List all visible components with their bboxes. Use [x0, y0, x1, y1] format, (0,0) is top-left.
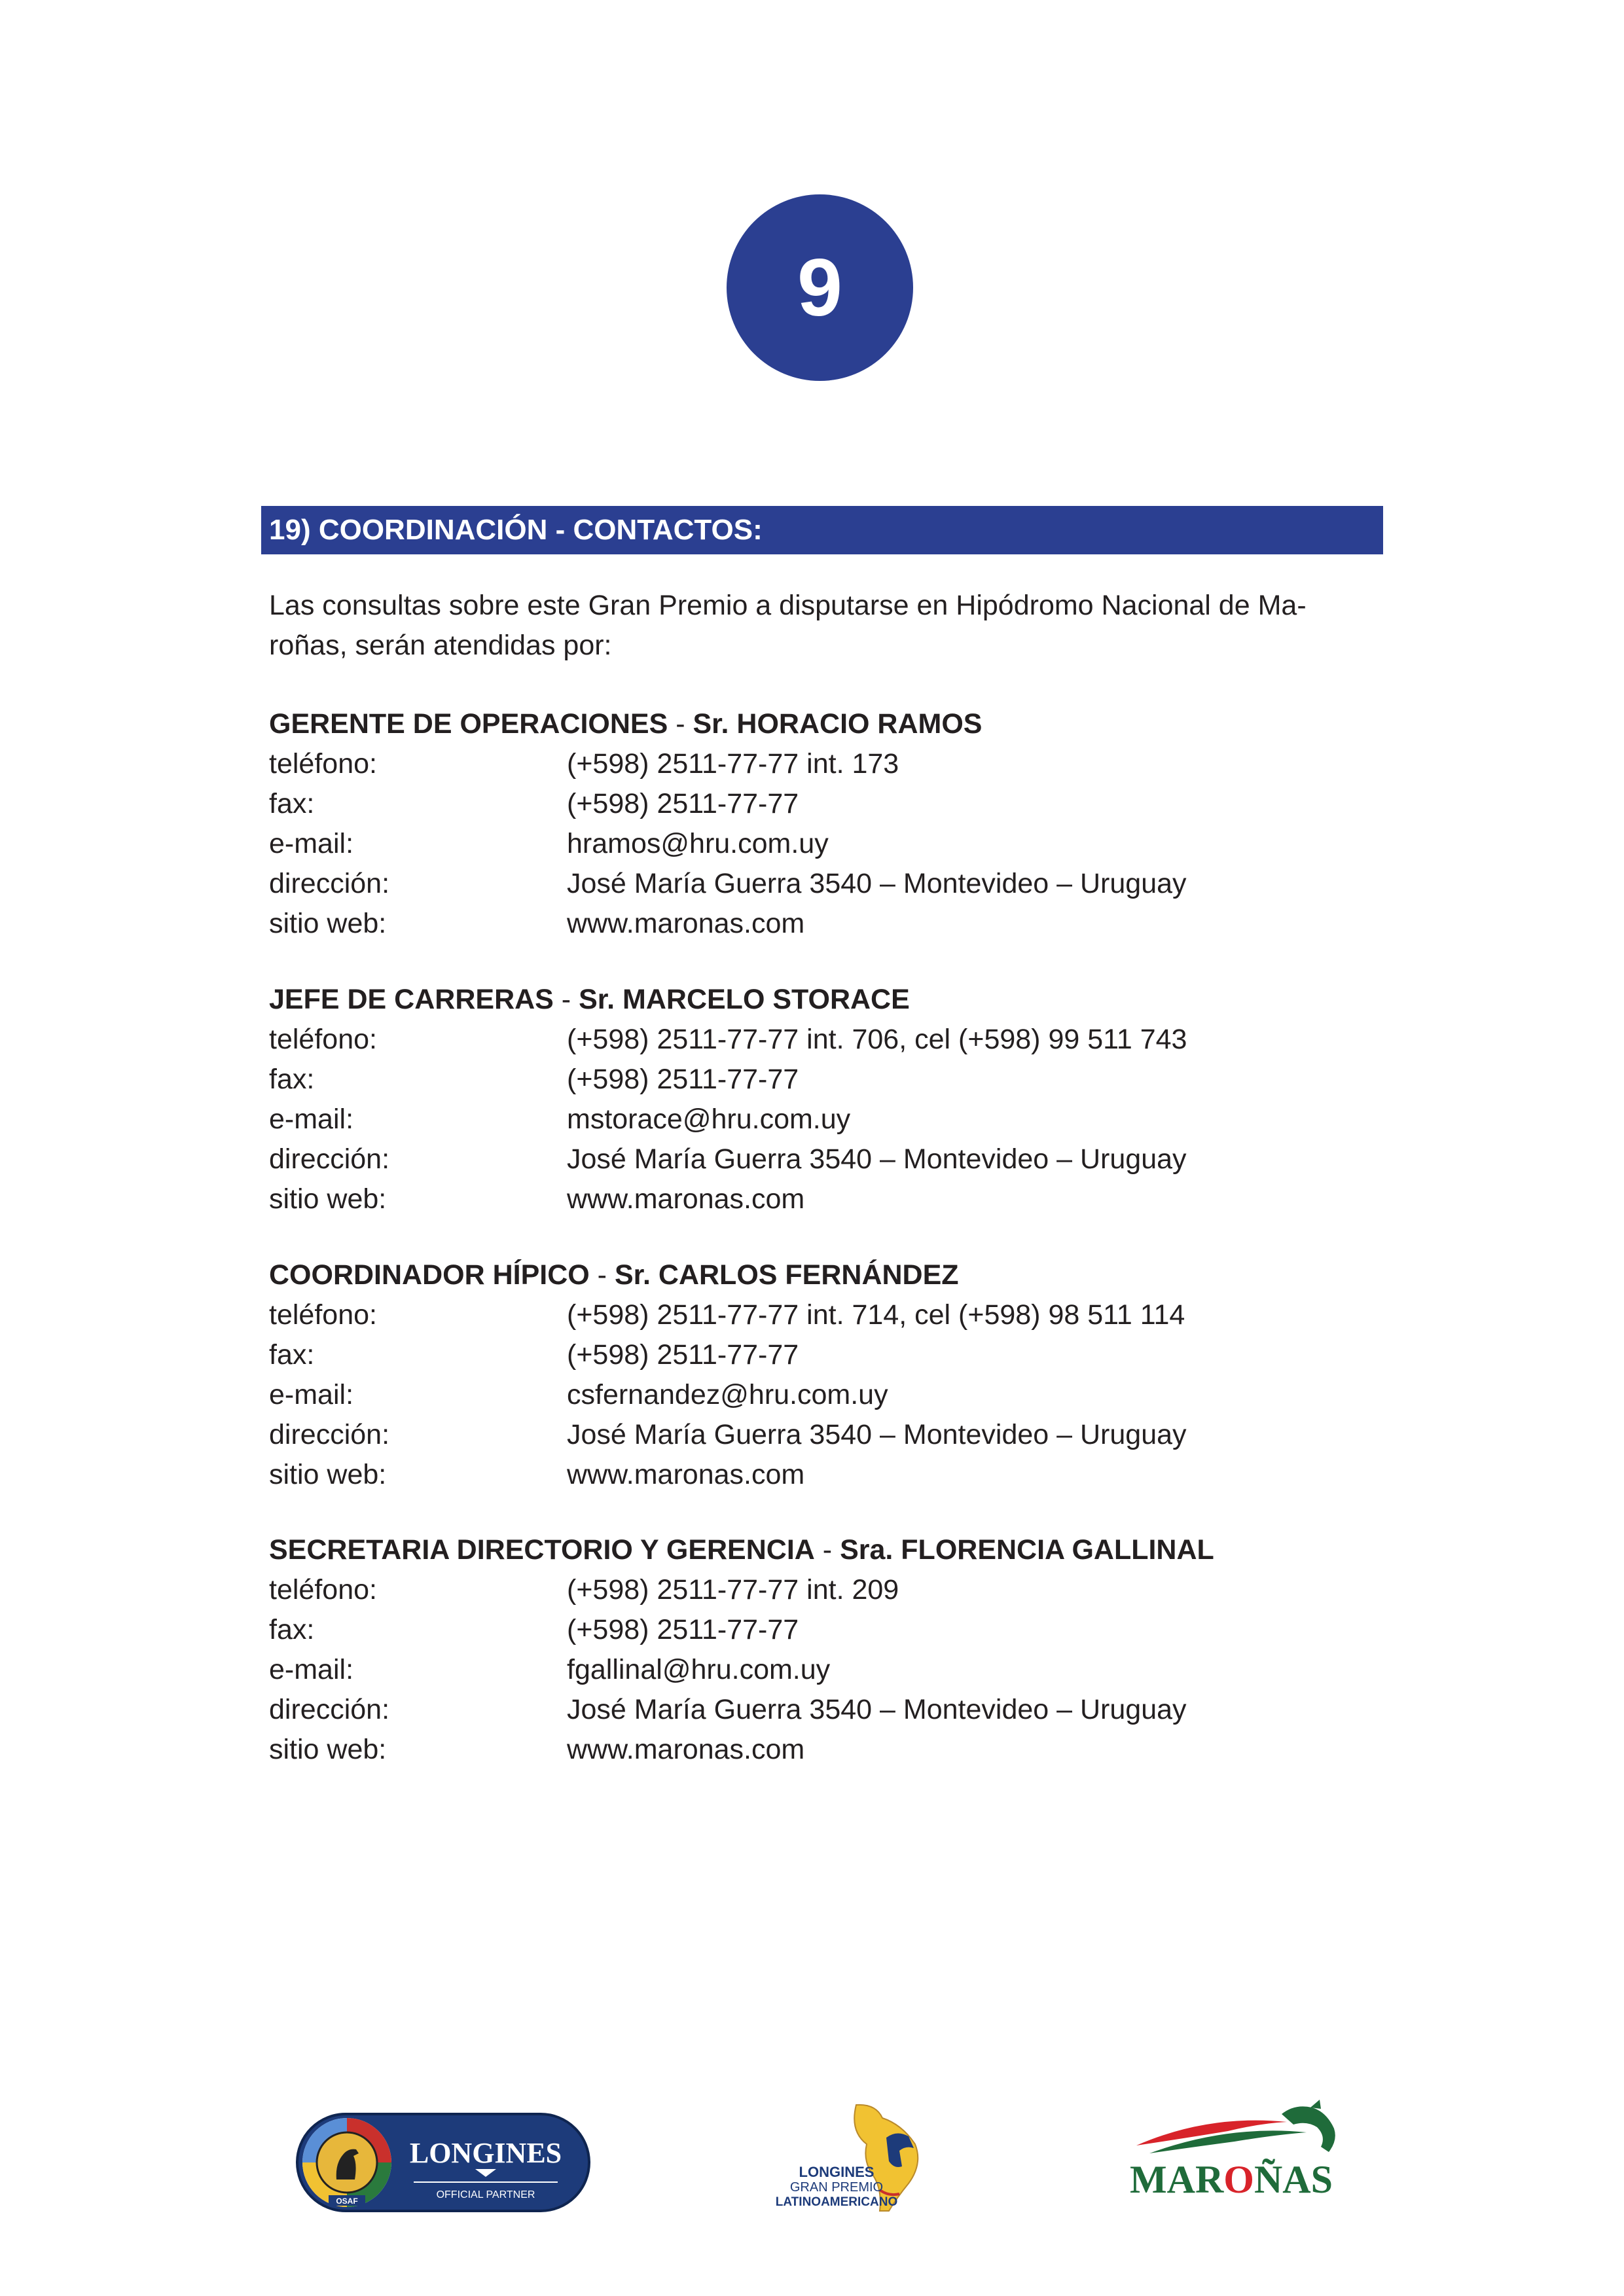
web-link[interactable]: www.maronas.com — [567, 1183, 805, 1215]
web-row — [269, 1179, 1382, 1219]
maronas-name-left: MAR — [1130, 2158, 1224, 2199]
email-row — [269, 824, 1382, 864]
racing-horse-swoosh-icon — [1136, 2100, 1335, 2153]
phone-label: teléfono: — [269, 1574, 377, 1605]
phone-value: (+598) 2511-77-77 int. 706, cel (+598) 99 511 743 — [567, 1024, 1187, 1055]
phone-value: (+598) 2511-77-77 int. 173 — [567, 748, 899, 780]
phone-row — [269, 1295, 1382, 1335]
svg-text:MAROÑAS — [1130, 2158, 1333, 2199]
contact-heading — [269, 704, 1382, 744]
contact-separator: - — [589, 1259, 615, 1291]
maronas-name-mid: O — [1223, 2158, 1254, 2199]
osaf-badge-text: OSAF — [336, 2197, 358, 2206]
email-row — [269, 1100, 1382, 1139]
maronas-logo — [1130, 2094, 1352, 2199]
contact-heading — [269, 980, 1382, 1020]
phone-row — [269, 1570, 1382, 1610]
web-link[interactable]: www.maronas.com — [567, 1459, 805, 1490]
email-label: e-mail: — [269, 828, 354, 859]
contact-person: Sra. FLORENCIA GALLINAL — [840, 1534, 1214, 1566]
address-row — [269, 1690, 1382, 1730]
email-link[interactable]: csfernandez@hru.com.uy — [567, 1379, 888, 1410]
address-label: dirección: — [269, 1419, 390, 1450]
web-label: sitio web: — [269, 908, 387, 939]
address-row — [269, 1139, 1382, 1179]
phone-label: teléfono: — [269, 748, 377, 780]
fax-label: fax: — [269, 1614, 315, 1645]
contact-role: JEFE DE CARRERAS — [269, 984, 554, 1015]
section-header — [261, 506, 1383, 554]
intro-line-1: Las consultas sobre este Gran Premio a disputarse en Hipódromo Nacional de Ma- — [269, 590, 1307, 621]
contact-person: Sr. HORACIO RAMOS — [693, 708, 983, 740]
phone-row — [269, 1020, 1382, 1060]
address-row — [269, 864, 1382, 904]
email-label: e-mail: — [269, 1654, 354, 1685]
web-row — [269, 1455, 1382, 1495]
contact-separator: - — [814, 1534, 840, 1566]
email-row — [269, 1650, 1382, 1690]
fax-row — [269, 1335, 1382, 1375]
horse-head-seal-icon — [302, 2118, 391, 2207]
contact-separator: - — [668, 708, 693, 740]
section-title: 19) COORDINACIÓN - CONTACTOS: — [269, 514, 763, 546]
gran-premio-latinoamericano-logo — [751, 2098, 974, 2216]
contact-role: COORDINADOR HÍPICO — [269, 1259, 590, 1291]
contact-block — [269, 1530, 1382, 1770]
contact-role: SECRETARIA DIRECTORIO Y GERENCIA — [269, 1534, 815, 1566]
fax-label: fax: — [269, 788, 315, 819]
email-row — [269, 1375, 1382, 1415]
contact-block — [269, 980, 1382, 1219]
page-number: 9 — [797, 242, 842, 333]
web-link[interactable]: www.maronas.com — [567, 908, 805, 939]
fax-value: (+598) 2511-77-77 — [567, 788, 799, 819]
contact-heading — [269, 1530, 1382, 1570]
contact-role: GERENTE DE OPERACIONES — [269, 708, 668, 740]
fax-row — [269, 1610, 1382, 1650]
address-label: dirección: — [269, 1694, 390, 1725]
address-value: José María Guerra 3540 – Montevideo – Uruguay — [567, 868, 1187, 899]
longines-wordmark: LONGINES — [409, 2137, 562, 2169]
web-row — [269, 904, 1382, 944]
address-label: dirección: — [269, 868, 390, 899]
contact-block — [269, 704, 1382, 944]
address-label: dirección: — [269, 1143, 390, 1175]
intro-line-2: roñas, serán atendidas por: — [269, 630, 612, 661]
address-row — [269, 1415, 1382, 1455]
official-partner-text: OFFICIAL PARTNER — [436, 2189, 535, 2200]
fax-row — [269, 1060, 1382, 1100]
address-value: José María Guerra 3540 – Montevideo – Uruguay — [567, 1694, 1187, 1725]
address-value: José María Guerra 3540 – Montevideo – Uruguay — [567, 1143, 1187, 1175]
fax-label: fax: — [269, 1339, 315, 1371]
contact-person: Sr. CARLOS FERNÁNDEZ — [614, 1259, 959, 1291]
phone-label: teléfono: — [269, 1299, 377, 1331]
phone-row — [269, 744, 1382, 784]
fax-row — [269, 784, 1382, 824]
fax-label: fax: — [269, 1064, 315, 1095]
contact-heading — [269, 1255, 1382, 1295]
web-label: sitio web: — [269, 1183, 387, 1215]
fax-value: (+598) 2511-77-77 — [567, 1614, 799, 1645]
address-value: José María Guerra 3540 – Montevideo – Uruguay — [567, 1419, 1187, 1450]
web-label: sitio web: — [269, 1734, 387, 1765]
web-link[interactable]: www.maronas.com — [567, 1734, 805, 1765]
phone-label: teléfono: — [269, 1024, 377, 1055]
intro-paragraph — [269, 586, 1382, 666]
web-label: sitio web: — [269, 1459, 387, 1490]
email-link[interactable]: hramos@hru.com.uy — [567, 828, 829, 859]
contact-person: Sr. MARCELO STORACE — [579, 984, 910, 1015]
fax-value: (+598) 2511-77-77 — [567, 1339, 799, 1371]
email-link[interactable]: mstorace@hru.com.uy — [567, 1103, 851, 1135]
contact-block — [269, 1255, 1382, 1495]
email-link[interactable]: fgallinal@hru.com.uy — [567, 1654, 831, 1685]
gran-premio-line-2: GRAN PREMIO — [789, 2180, 884, 2195]
email-label: e-mail: — [269, 1103, 354, 1135]
phone-value: (+598) 2511-77-77 int. 714, cel (+598) 98 511 114 — [567, 1299, 1185, 1331]
web-row — [269, 1730, 1382, 1770]
fax-value: (+598) 2511-77-77 — [567, 1064, 799, 1095]
page-number-badge — [727, 194, 913, 381]
longines-partner-logo — [296, 2111, 590, 2214]
maronas-name-right: ÑAS — [1254, 2158, 1333, 2199]
gran-premio-line-1: LONGINES — [799, 2164, 875, 2180]
contact-separator: - — [553, 984, 579, 1015]
email-label: e-mail: — [269, 1379, 354, 1410]
gran-premio-line-3: LATINOAMERICANO — [775, 2195, 898, 2209]
phone-value: (+598) 2511-77-77 int. 209 — [567, 1574, 899, 1605]
